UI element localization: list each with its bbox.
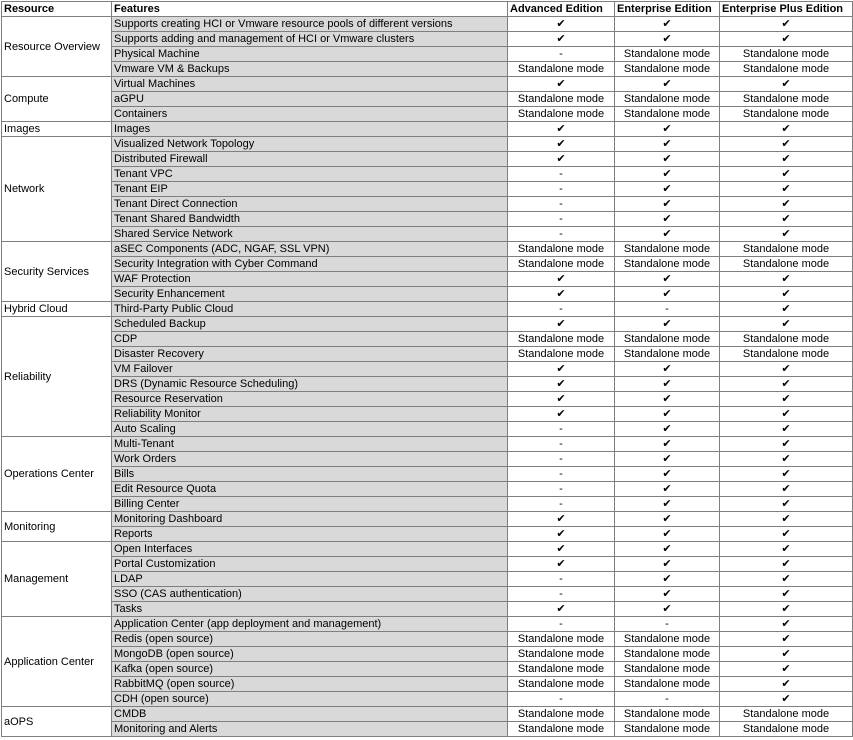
enterprise-plus-cell: ✔ <box>720 692 853 707</box>
feature-cell: Redis (open source) <box>112 632 508 647</box>
feature-cell: RabbitMQ (open source) <box>112 677 508 692</box>
enterprise-cell: ✔ <box>615 317 720 332</box>
enterprise-cell: ✔ <box>615 407 720 422</box>
enterprise-cell: Standalone mode <box>615 722 720 737</box>
resource-cell: aOPS <box>2 707 112 737</box>
enterprise-cell: Standalone mode <box>615 632 720 647</box>
enterprise-plus-cell: ✔ <box>720 302 853 317</box>
table-row <box>2 212 853 227</box>
table-row <box>2 392 853 407</box>
feature-cell: DRS (Dynamic Resource Scheduling) <box>112 377 508 392</box>
enterprise-cell: Standalone mode <box>615 107 720 122</box>
table-row <box>2 197 853 212</box>
enterprise-cell: ✔ <box>615 602 720 617</box>
table-row <box>2 707 853 722</box>
resource-cell: Operations Center <box>2 437 112 512</box>
enterprise-cell: ✔ <box>615 467 720 482</box>
advanced-cell: ✔ <box>508 602 615 617</box>
advanced-cell: - <box>508 482 615 497</box>
feature-cell: Edit Resource Quota <box>112 482 508 497</box>
feature-cell: Auto Scaling <box>112 422 508 437</box>
resource-cell: Network <box>2 137 112 242</box>
enterprise-plus-cell: ✔ <box>720 572 853 587</box>
feature-cell: Visualized Network Topology <box>112 137 508 152</box>
advanced-cell: - <box>508 47 615 62</box>
enterprise-plus-cell: Standalone mode <box>720 47 853 62</box>
enterprise-cell: ✔ <box>615 452 720 467</box>
enterprise-plus-cell: ✔ <box>720 137 853 152</box>
feature-cell: Work Orders <box>112 452 508 467</box>
header-enterprise-plus-edition: Enterprise Plus Edition <box>720 2 853 17</box>
enterprise-cell: ✔ <box>615 32 720 47</box>
resource-cell: Resource Overview <box>2 17 112 77</box>
advanced-cell: ✔ <box>508 377 615 392</box>
feature-cell: aSEC Components (ADC, NGAF, SSL VPN) <box>112 242 508 257</box>
table-row <box>2 542 853 557</box>
enterprise-plus-cell: ✔ <box>720 152 853 167</box>
advanced-cell: ✔ <box>508 77 615 92</box>
table-row <box>2 347 853 362</box>
enterprise-plus-cell: ✔ <box>720 17 853 32</box>
enterprise-cell: Standalone mode <box>615 242 720 257</box>
enterprise-plus-cell: ✔ <box>720 392 853 407</box>
enterprise-plus-cell: ✔ <box>720 467 853 482</box>
advanced-cell: Standalone mode <box>508 332 615 347</box>
enterprise-cell: ✔ <box>615 272 720 287</box>
table-row <box>2 17 853 32</box>
advanced-cell: - <box>508 227 615 242</box>
feature-cell: Open Interfaces <box>112 542 508 557</box>
enterprise-plus-cell: ✔ <box>720 212 853 227</box>
enterprise-cell: ✔ <box>615 587 720 602</box>
enterprise-plus-cell: ✔ <box>720 662 853 677</box>
header-features: Features <box>112 2 508 17</box>
advanced-cell: ✔ <box>508 512 615 527</box>
resource-cell: Images <box>2 122 112 137</box>
enterprise-cell: ✔ <box>615 527 720 542</box>
table-row <box>2 602 853 617</box>
advanced-cell: - <box>508 302 615 317</box>
advanced-cell: - <box>508 587 615 602</box>
feature-cell: Billing Center <box>112 497 508 512</box>
advanced-cell: ✔ <box>508 17 615 32</box>
feature-cell: Reports <box>112 527 508 542</box>
enterprise-plus-cell: ✔ <box>720 182 853 197</box>
advanced-cell: ✔ <box>508 287 615 302</box>
feature-cell: Disaster Recovery <box>112 347 508 362</box>
resource-cell: Hybrid Cloud <box>2 302 112 317</box>
table-row <box>2 677 853 692</box>
enterprise-cell: - <box>615 617 720 632</box>
feature-cell: Portal Customization <box>112 557 508 572</box>
enterprise-cell: Standalone mode <box>615 62 720 77</box>
feature-cell: Application Center (app deployment and management) <box>112 617 508 632</box>
enterprise-cell: ✔ <box>615 167 720 182</box>
table-row <box>2 32 853 47</box>
enterprise-plus-cell: Standalone mode <box>720 92 853 107</box>
enterprise-plus-cell: ✔ <box>720 437 853 452</box>
enterprise-cell: ✔ <box>615 392 720 407</box>
enterprise-plus-cell: ✔ <box>720 617 853 632</box>
table-row <box>2 587 853 602</box>
enterprise-cell: ✔ <box>615 137 720 152</box>
table-row <box>2 182 853 197</box>
enterprise-plus-cell: ✔ <box>720 677 853 692</box>
enterprise-plus-cell: Standalone mode <box>720 707 853 722</box>
enterprise-plus-cell: ✔ <box>720 287 853 302</box>
resource-cell: Compute <box>2 77 112 122</box>
table-row <box>2 722 853 737</box>
table-row <box>2 302 853 317</box>
feature-cell: Resource Reservation <box>112 392 508 407</box>
table-row <box>2 77 853 92</box>
advanced-cell: - <box>508 497 615 512</box>
table-row <box>2 572 853 587</box>
feature-cell: Multi-Tenant <box>112 437 508 452</box>
enterprise-cell: ✔ <box>615 422 720 437</box>
advanced-cell: - <box>508 437 615 452</box>
feature-cell: LDAP <box>112 572 508 587</box>
enterprise-plus-cell: ✔ <box>720 122 853 137</box>
enterprise-plus-cell: Standalone mode <box>720 242 853 257</box>
enterprise-cell: Standalone mode <box>615 347 720 362</box>
feature-cell: Monitoring Dashboard <box>112 512 508 527</box>
table-row <box>2 527 853 542</box>
enterprise-plus-cell: Standalone mode <box>720 107 853 122</box>
enterprise-cell: ✔ <box>615 152 720 167</box>
enterprise-cell: Standalone mode <box>615 92 720 107</box>
advanced-cell: - <box>508 197 615 212</box>
table-row <box>2 167 853 182</box>
feature-cell: Supports adding and management of HCI or Vmware clusters <box>112 32 508 47</box>
feature-cell: Tenant VPC <box>112 167 508 182</box>
enterprise-cell: Standalone mode <box>615 647 720 662</box>
enterprise-plus-cell: Standalone mode <box>720 722 853 737</box>
resource-cell: Reliability <box>2 317 112 437</box>
feature-cell: Bills <box>112 467 508 482</box>
enterprise-cell: ✔ <box>615 122 720 137</box>
enterprise-cell: ✔ <box>615 542 720 557</box>
feature-cell: CDP <box>112 332 508 347</box>
enterprise-cell: ✔ <box>615 287 720 302</box>
feature-cell: Shared Service Network <box>112 227 508 242</box>
feature-cell: Vmware VM & Backups <box>112 62 508 77</box>
advanced-cell: ✔ <box>508 557 615 572</box>
table-row <box>2 482 853 497</box>
table-row <box>2 92 853 107</box>
enterprise-cell: - <box>615 302 720 317</box>
table-row <box>2 557 853 572</box>
enterprise-cell: Standalone mode <box>615 47 720 62</box>
table-row <box>2 317 853 332</box>
advanced-cell: Standalone mode <box>508 347 615 362</box>
table-row <box>2 512 853 527</box>
table-row <box>2 287 853 302</box>
advanced-cell: ✔ <box>508 527 615 542</box>
table-row <box>2 647 853 662</box>
advanced-cell: ✔ <box>508 362 615 377</box>
advanced-cell: ✔ <box>508 272 615 287</box>
table-row <box>2 632 853 647</box>
enterprise-plus-cell: ✔ <box>720 602 853 617</box>
feature-cell: Tenant Direct Connection <box>112 197 508 212</box>
advanced-cell: Standalone mode <box>508 662 615 677</box>
enterprise-cell: ✔ <box>615 512 720 527</box>
advanced-cell: Standalone mode <box>508 62 615 77</box>
feature-cell: Containers <box>112 107 508 122</box>
enterprise-plus-cell: ✔ <box>720 272 853 287</box>
enterprise-cell: ✔ <box>615 362 720 377</box>
enterprise-plus-cell: Standalone mode <box>720 62 853 77</box>
table-row <box>2 227 853 242</box>
enterprise-cell: Standalone mode <box>615 707 720 722</box>
table-row <box>2 47 853 62</box>
table-row <box>2 137 853 152</box>
table-row <box>2 617 853 632</box>
enterprise-cell: Standalone mode <box>615 257 720 272</box>
advanced-cell: - <box>508 692 615 707</box>
table-row <box>2 332 853 347</box>
enterprise-cell: ✔ <box>615 482 720 497</box>
feature-cell: WAF Protection <box>112 272 508 287</box>
table-row <box>2 662 853 677</box>
feature-cell: Kafka (open source) <box>112 662 508 677</box>
table-row <box>2 242 853 257</box>
header-resource: Resource <box>2 2 112 17</box>
table-row <box>2 362 853 377</box>
advanced-cell: ✔ <box>508 392 615 407</box>
feature-cell: Supports creating HCI or Vmware resource pools of different versions <box>112 17 508 32</box>
enterprise-cell: ✔ <box>615 227 720 242</box>
advanced-cell: Standalone mode <box>508 92 615 107</box>
table-row <box>2 377 853 392</box>
advanced-cell: Standalone mode <box>508 707 615 722</box>
advanced-cell: - <box>508 572 615 587</box>
enterprise-plus-cell: ✔ <box>720 77 853 92</box>
advanced-cell: ✔ <box>508 32 615 47</box>
enterprise-cell: Standalone mode <box>615 662 720 677</box>
table-row <box>2 437 853 452</box>
enterprise-cell: Standalone mode <box>615 332 720 347</box>
edition-comparison-table <box>1 1 853 737</box>
enterprise-cell: ✔ <box>615 17 720 32</box>
feature-cell: SSO (CAS authentication) <box>112 587 508 602</box>
advanced-cell: - <box>508 182 615 197</box>
enterprise-plus-cell: ✔ <box>720 482 853 497</box>
table-row <box>2 497 853 512</box>
enterprise-plus-cell: ✔ <box>720 587 853 602</box>
table-row <box>2 272 853 287</box>
enterprise-plus-cell: ✔ <box>720 407 853 422</box>
advanced-cell: Standalone mode <box>508 677 615 692</box>
advanced-cell: ✔ <box>508 542 615 557</box>
advanced-cell: - <box>508 617 615 632</box>
enterprise-cell: ✔ <box>615 197 720 212</box>
enterprise-cell: ✔ <box>615 437 720 452</box>
feature-cell: Reliability Monitor <box>112 407 508 422</box>
enterprise-cell: ✔ <box>615 377 720 392</box>
feature-cell: Images <box>112 122 508 137</box>
feature-cell: VM Failover <box>112 362 508 377</box>
advanced-cell: Standalone mode <box>508 632 615 647</box>
resource-cell: Monitoring <box>2 512 112 542</box>
feature-cell: Tenant Shared Bandwidth <box>112 212 508 227</box>
advanced-cell: ✔ <box>508 407 615 422</box>
enterprise-plus-cell: ✔ <box>720 317 853 332</box>
enterprise-cell: ✔ <box>615 182 720 197</box>
enterprise-cell: - <box>615 692 720 707</box>
table-row <box>2 407 853 422</box>
advanced-cell: - <box>508 212 615 227</box>
feature-cell: Scheduled Backup <box>112 317 508 332</box>
advanced-cell: - <box>508 422 615 437</box>
advanced-cell: Standalone mode <box>508 647 615 662</box>
enterprise-plus-cell: ✔ <box>720 497 853 512</box>
enterprise-plus-cell: ✔ <box>720 362 853 377</box>
feature-cell: Tasks <box>112 602 508 617</box>
enterprise-cell: Standalone mode <box>615 677 720 692</box>
enterprise-plus-cell: ✔ <box>720 32 853 47</box>
enterprise-cell: ✔ <box>615 572 720 587</box>
feature-cell: Security Enhancement <box>112 287 508 302</box>
enterprise-plus-cell: ✔ <box>720 512 853 527</box>
table-row <box>2 152 853 167</box>
table-row <box>2 257 853 272</box>
enterprise-plus-cell: ✔ <box>720 542 853 557</box>
header-enterprise-edition: Enterprise Edition <box>615 2 720 17</box>
table-row <box>2 692 853 707</box>
header-row <box>2 2 853 17</box>
feature-cell: CDH (open source) <box>112 692 508 707</box>
advanced-cell: ✔ <box>508 122 615 137</box>
feature-cell: aGPU <box>112 92 508 107</box>
header-advanced-edition: Advanced Edition <box>508 2 615 17</box>
advanced-cell: - <box>508 452 615 467</box>
advanced-cell: ✔ <box>508 317 615 332</box>
table-row <box>2 62 853 77</box>
feature-cell: Security Integration with Cyber Command <box>112 257 508 272</box>
enterprise-plus-cell: ✔ <box>720 377 853 392</box>
table-row <box>2 122 853 137</box>
resource-cell: Security Services <box>2 242 112 302</box>
advanced-cell: Standalone mode <box>508 242 615 257</box>
feature-cell: Tenant EIP <box>112 182 508 197</box>
table-row <box>2 452 853 467</box>
feature-cell: Virtual Machines <box>112 77 508 92</box>
enterprise-plus-cell: ✔ <box>720 197 853 212</box>
advanced-cell: Standalone mode <box>508 257 615 272</box>
enterprise-plus-cell: ✔ <box>720 647 853 662</box>
advanced-cell: Standalone mode <box>508 722 615 737</box>
table-row <box>2 107 853 122</box>
resource-cell: Application Center <box>2 617 112 707</box>
enterprise-cell: ✔ <box>615 77 720 92</box>
advanced-cell: - <box>508 167 615 182</box>
enterprise-plus-cell: Standalone mode <box>720 257 853 272</box>
feature-cell: Third-Party Public Cloud <box>112 302 508 317</box>
enterprise-plus-cell: ✔ <box>720 452 853 467</box>
feature-cell: Distributed Firewall <box>112 152 508 167</box>
enterprise-plus-cell: ✔ <box>720 167 853 182</box>
enterprise-plus-cell: ✔ <box>720 527 853 542</box>
feature-cell: MongoDB (open source) <box>112 647 508 662</box>
advanced-cell: Standalone mode <box>508 107 615 122</box>
enterprise-plus-cell: Standalone mode <box>720 347 853 362</box>
enterprise-plus-cell: Standalone mode <box>720 332 853 347</box>
advanced-cell: ✔ <box>508 137 615 152</box>
enterprise-plus-cell: ✔ <box>720 422 853 437</box>
enterprise-plus-cell: ✔ <box>720 557 853 572</box>
feature-cell: Physical Machine <box>112 47 508 62</box>
resource-cell: Management <box>2 542 112 617</box>
table-row <box>2 422 853 437</box>
feature-cell: Monitoring and Alerts <box>112 722 508 737</box>
enterprise-cell: ✔ <box>615 497 720 512</box>
advanced-cell: ✔ <box>508 152 615 167</box>
enterprise-cell: ✔ <box>615 557 720 572</box>
enterprise-plus-cell: ✔ <box>720 632 853 647</box>
enterprise-plus-cell: ✔ <box>720 227 853 242</box>
advanced-cell: - <box>508 467 615 482</box>
table-row <box>2 467 853 482</box>
enterprise-cell: ✔ <box>615 212 720 227</box>
table-body <box>2 17 853 737</box>
feature-cell: CMDB <box>112 707 508 722</box>
